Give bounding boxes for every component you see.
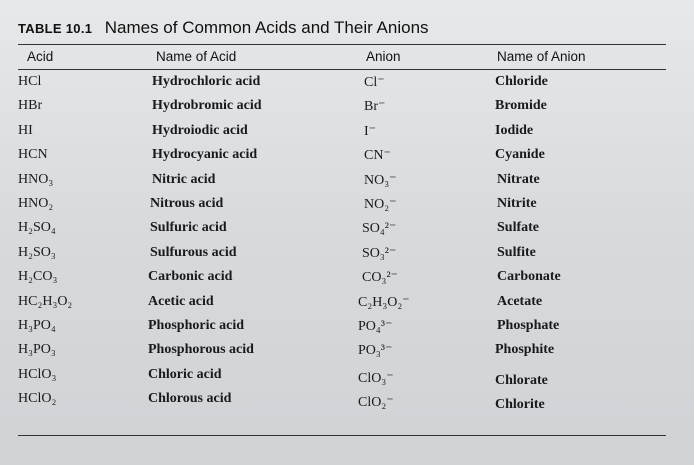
acid-name: Hydrocyanic acid [152,147,258,163]
anion-name: Phosphite [495,342,555,358]
acid-name: Sulfurous acid [150,244,237,260]
anion-name: Iodide [495,122,534,138]
table-row [0,342,694,366]
acid-name: Chlorous acid [148,391,232,407]
anion-name: Cyanide [495,147,545,163]
anion-name: Chlorite [495,397,545,413]
table-row [0,172,694,196]
acid-formula: H₃PO₄ [18,317,56,333]
anion-formula: NO₂⁻ [364,196,397,212]
anion-formula: ClO₂⁻ [358,395,394,411]
table-row [0,391,694,415]
anion-formula: SO₄²⁻ [362,221,397,237]
acid-formula: H₂SO₃ [18,244,56,260]
header-anion: Anion [366,49,401,64]
table-row [0,318,694,342]
anion-formula: NO₃⁻ [364,172,397,188]
acid-name: Phosphoric acid [148,317,245,333]
anion-formula: CO₃²⁻ [362,270,398,286]
acid-formula: HClO₂ [18,391,57,407]
table-body [0,74,694,415]
acid-name: Nitric acid [152,171,216,187]
acid-name: Chloric acid [148,366,222,382]
table-number: TABLE 10.1 [18,21,93,36]
acid-formula: HCl [18,74,42,89]
acid-formula: HI [18,122,33,138]
acid-formula: HCN [18,147,48,163]
table-row [0,269,694,293]
anion-formula: Cl⁻ [364,75,385,90]
acid-name: Carbonic acid [148,269,233,285]
anion-name: Nitrite [497,195,537,211]
acid-formula: HBr [18,98,43,114]
anion-name: Chlorate [495,372,548,388]
table-row [0,147,694,171]
anion-formula: ClO₃⁻ [358,370,394,386]
acid-name: Sulfuric acid [150,220,227,236]
table-caption [18,18,429,38]
acid-formula: HClO₃ [18,366,57,382]
anion-name: Nitrate [497,171,540,187]
table-row [0,98,694,122]
anion-formula: I⁻ [364,123,377,139]
anion-formula: CN⁻ [364,148,391,164]
anion-name: Acetate [497,293,543,309]
header-acid: Acid [27,49,54,64]
acid-name: Nitrous acid [150,195,224,211]
anion-name: Chloride [495,74,548,89]
anion-name: Sulfite [497,244,536,260]
acid-name: Acetic acid [148,293,214,309]
acid-formula: HNO₂ [18,195,54,211]
header-name-of-acid: Name of Acid [156,49,237,64]
anion-formula: C₂H₃O₂⁻ [358,294,410,310]
acid-formula: H₃PO₃ [18,342,56,358]
table-row [0,123,694,147]
anion-name: Bromide [495,98,547,114]
top-rule [18,44,666,45]
acid-formula: H₂CO₃ [18,269,58,285]
anion-name: Phosphate [497,317,560,333]
acid-formula: HC₂H₃O₂ [18,293,73,309]
table-row [0,74,694,98]
anion-name: Carbonate [497,269,561,285]
anion-formula: Br⁻ [364,99,386,115]
acid-formula: H₂SO₄ [18,220,56,236]
table-row [0,220,694,244]
anion-formula: SO₃²⁻ [362,245,397,261]
table-row [0,367,694,391]
acid-name: Hydrochloric acid [152,74,261,89]
acid-name: Hydrobromic acid [152,98,262,114]
table-row [0,245,694,269]
table-row [0,196,694,220]
table-header [0,49,694,67]
header-name-of-anion: Name of Anion [497,49,586,64]
anion-name: Sulfate [497,220,539,236]
anion-formula: PO₄³⁻ [358,318,393,334]
table-row [0,294,694,318]
acid-name: Phosphorous acid [148,342,254,358]
bottom-rule [18,435,666,436]
acid-formula: HNO₃ [18,171,54,187]
anion-formula: PO₃³⁻ [358,343,393,359]
table-title: Names of Common Acids and Their Anions [104,18,429,37]
header-rule [18,69,666,70]
acid-name: Hydroiodic acid [152,122,248,138]
